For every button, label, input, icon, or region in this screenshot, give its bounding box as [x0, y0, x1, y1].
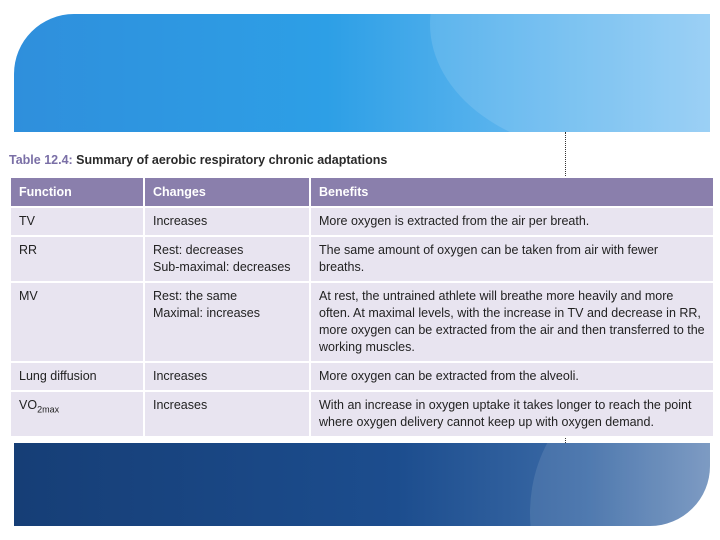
change-line: Increases [153, 214, 208, 228]
benefits-cell: At rest, the untrained athlete will breathe more heavily and more often. At maximal levels, with the increase in TV and decrease in RR, more oxygen can be extracted from the air and then transferred to the working muscles. [310, 282, 714, 362]
changes-cell [144, 362, 310, 391]
change-line: Rest: decreases [153, 243, 244, 257]
bottom-banner [14, 443, 710, 526]
function-text: VO [19, 398, 38, 412]
table-title [9, 153, 387, 167]
table-row [10, 282, 714, 362]
table-row [10, 207, 714, 236]
change-line: Sub-maximal: decreases [153, 260, 291, 274]
change-line: Rest: the same [153, 289, 238, 303]
changes-cell [144, 391, 310, 437]
changes-cell [144, 282, 310, 362]
benefits-cell: With an increase in oxygen uptake it takes longer to reach the point where oxygen delivery cannot keep up with oxygen demand. [310, 391, 714, 437]
benefits-cell: More oxygen can be extracted from the alveoli. [310, 362, 714, 391]
change-line: Maximal: increases [153, 306, 260, 320]
change-line: Increases [153, 369, 208, 383]
table-row [10, 236, 714, 282]
function-cell: MV [10, 282, 144, 362]
adaptations-table [9, 176, 715, 438]
banner-sheen [530, 443, 710, 526]
header-benefits: Benefits [310, 177, 714, 207]
changes-cell [144, 236, 310, 282]
function-cell: TV [10, 207, 144, 236]
header-changes: Changes [144, 177, 310, 207]
header-function: Function [10, 177, 144, 207]
dotted-divider [565, 132, 566, 176]
top-banner [14, 14, 710, 132]
table-title-label: Table 12.4: [9, 153, 73, 167]
function-cell [10, 391, 144, 437]
table-row [10, 362, 714, 391]
function-subscript: 2max [37, 404, 60, 415]
banner-sheen [430, 14, 710, 132]
table-title-text: Summary of aerobic respiratory chronic adaptations [72, 153, 388, 167]
function-cell: Lung diffusion [10, 362, 144, 391]
benefits-cell: More oxygen is extracted from the air per breath. [310, 207, 714, 236]
changes-cell [144, 207, 310, 236]
table-header-row [10, 177, 714, 207]
table-row [10, 391, 714, 437]
change-line: Increases [153, 398, 208, 412]
benefits-cell: The same amount of oxygen can be taken from air with fewer breaths. [310, 236, 714, 282]
function-cell: RR [10, 236, 144, 282]
